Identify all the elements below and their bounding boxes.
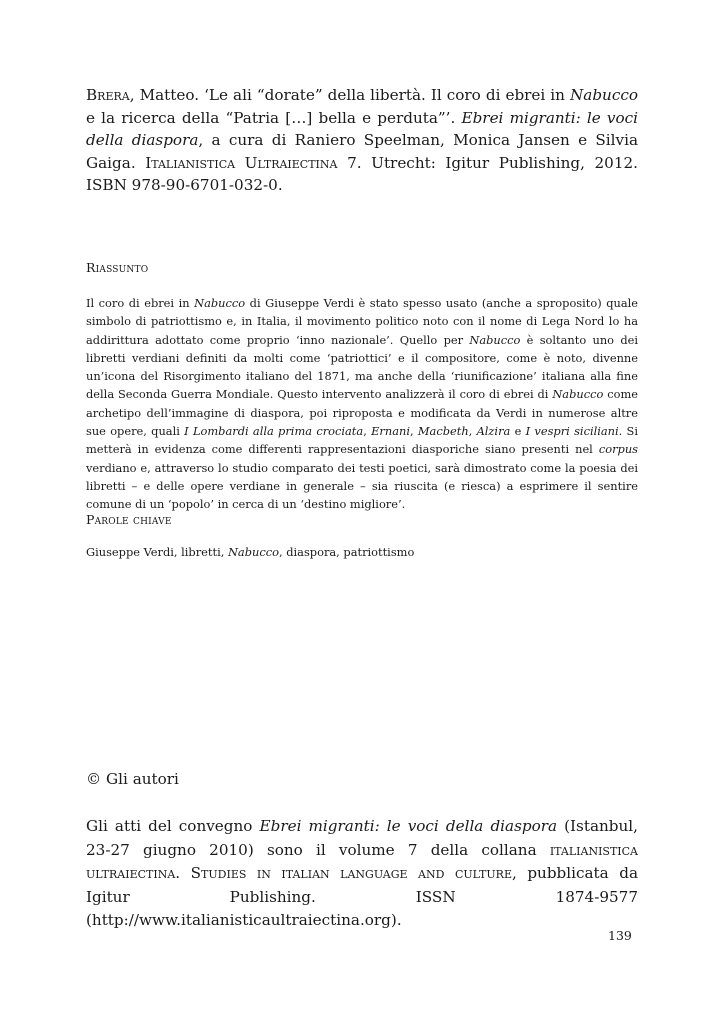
- proceedings-italic: Ebrei migranti: le voci della diaspora: [259, 817, 558, 835]
- abstract-text: come archetipo dell’immagine di diaspora, poi riproposta e modificata da Verdi in numerose altre sue opere, quali: [86, 387, 638, 439]
- citation-volume-italic: Ebrei migranti: le voci della diaspora: [86, 108, 638, 149]
- citation-editors: , a cura di Raniero Speelman, Monica Jansen e Silvia Gaiga.: [86, 131, 638, 172]
- riassunto-heading: Riassunto: [86, 260, 149, 275]
- abstract-italic: I vespri siciliani: [525, 424, 619, 439]
- keywords-text: , diaspora, patriottismo: [278, 545, 415, 559]
- abstract-text: ,: [468, 424, 477, 439]
- proceedings-text: , pubblicata da Igitur Publishing. ISSN 1874-9577 (http://www.italianisticaultraiectina.org).: [86, 864, 639, 929]
- copyright-notice: © Gli autori: [86, 770, 179, 788]
- abstract-text: Il coro di ebrei in: [86, 296, 195, 310]
- parole-chiave-heading: Parole chiave: [86, 512, 172, 527]
- citation-publication: 7. Utrecht: Igitur Publishing, 2012. ISBN 978-90-6701-032-0.: [86, 153, 638, 194]
- abstract-italic: Nabucco: [552, 387, 604, 402]
- proceedings-text: Gli atti del convegno: [86, 817, 260, 835]
- page-number: 139: [608, 928, 632, 943]
- abstract-italic: I Lombardi alla prima crociata: [184, 424, 364, 439]
- proceedings-note: [86, 815, 638, 933]
- proceedings-text: (Istanbul, 23-27 giugno 2010) sono il volume 7 della collana: [86, 817, 638, 859]
- citation-text: , Matteo. ‘Le ali “dorate” della libertà. Il coro di ebrei in: [129, 86, 570, 104]
- abstract-italic: corpus: [598, 442, 638, 457]
- riassunto-body: [86, 294, 638, 514]
- abstract-italic: Macbeth: [417, 424, 469, 439]
- abstract-italic: Nabucco: [194, 296, 246, 310]
- abstract-text: e: [510, 424, 526, 439]
- keywords-italic: Nabucco: [227, 545, 279, 559]
- abstract-text: ,: [363, 424, 372, 439]
- keywords-list: [86, 543, 638, 561]
- abstract-text: di Giuseppe Verdi è stato spesso usato (anche a sproposito) quale simbolo di patriottismo e, in Italia, il movimento politico noto con il nome di Lega Nord lo ha addirittura adottato come proprio ‘inno nazionale’. Quello per: [86, 296, 639, 347]
- bibliographic-citation: [86, 84, 638, 197]
- abstract-text: verdiano e, attraverso lo studio comparato dei testi poetici, sarà dimostrato come la poesia dei libretti – e delle opere verdiane in generale – sia riuscita (e riesca) a esprimere il sentire comune di un ‘popolo’ in cerca di un ‘destino migliore’.: [86, 460, 638, 512]
- proceedings-series: Studies in italian language and culture: [190, 864, 512, 882]
- abstract-italic: Ernani: [371, 424, 410, 439]
- author-surname: Brera: [86, 86, 130, 104]
- abstract-text: . Si metterà in evidenza come differenti rappresentazioni diasporiche siano presenti nel: [86, 424, 639, 457]
- keywords-text: Giuseppe Verdi, libretti,: [86, 545, 228, 559]
- proceedings-text: .: [175, 864, 191, 882]
- abstract-text: è soltanto uno dei libretti verdiani definiti da molti come ‘patriottici’ e il compositore, come è noto, divenne un’icona del Risorgimento italiano del 1871, ma anche della ‘riunificazione’ italiana alla fine della Seconda Guerra Mondiale. Questo intervento analizzerà il coro di ebrei di: [86, 332, 638, 402]
- abstract-text: ,: [409, 424, 418, 439]
- abstract-italic: Alzira: [476, 424, 511, 439]
- citation-text: e la ricerca della “Patria […] bella e perduta”’.: [86, 108, 462, 127]
- abstract-italic: Nabucco: [469, 332, 521, 347]
- citation-title-italic: Nabucco: [569, 86, 638, 104]
- citation-series: Italianistica Ultraiectina: [145, 153, 338, 172]
- proceedings-series: italianistica ultraiectina: [86, 840, 638, 882]
